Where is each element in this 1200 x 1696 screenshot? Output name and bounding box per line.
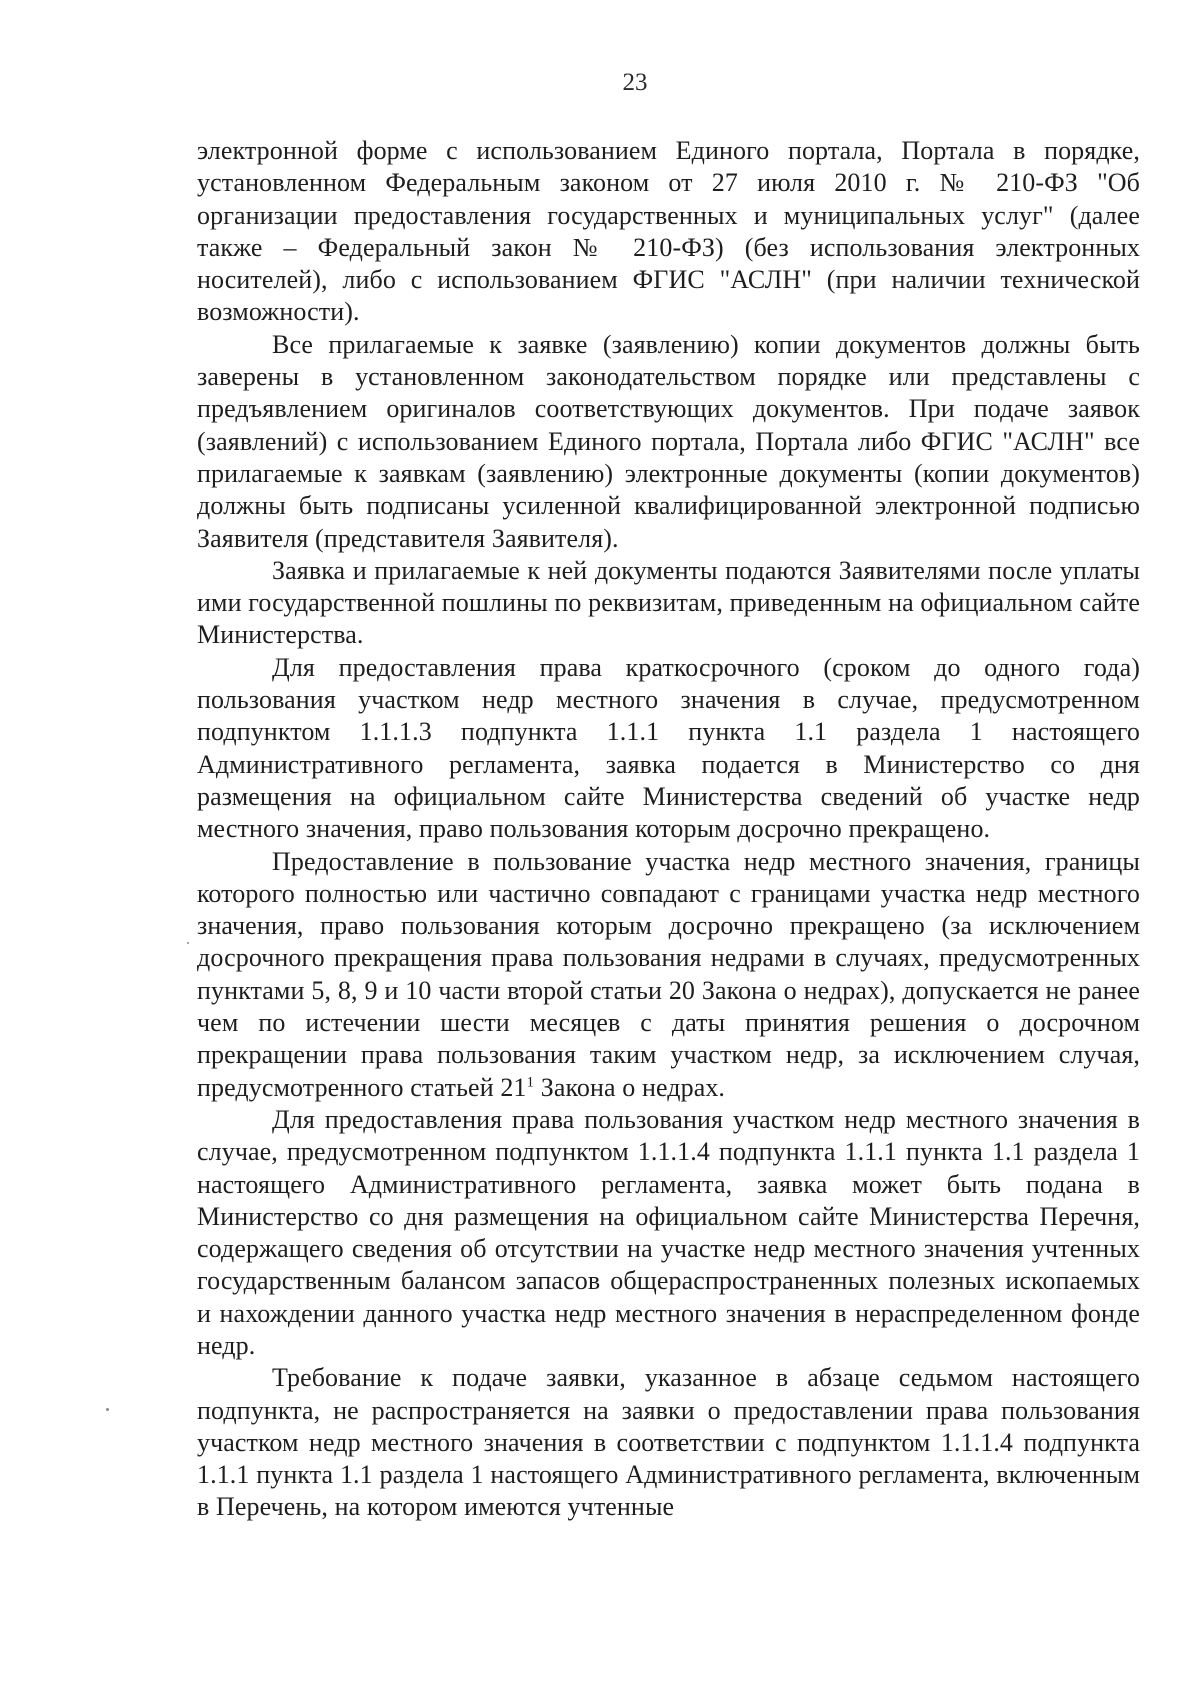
paragraph-early-termination-text: Предоставление в пользование участка недр местного значения, границы которого полностью или частично совпадают с границами участка недр местного значения, право пользования которым досрочно прекращено (за исключением досрочного прекращения права пользования недрами в случаях, предусмотренных пунктами 5, 8, 9 и 10 части второй статьи 20 Закона о недрах), допускается не ранее чем по истечении шести месяцев с даты принятия решения о досрочном прекращении права пользования таким участком недр, за исключением случая, предусмотренного статьей 21 [197, 846, 1140, 1102]
paragraph-list-publication: Для предоставления права пользования участком недр местного значения в случае, предусмотренном подпунктом 1.1.1.4 подпункта 1.1.1 пункта 1.1 раздела 1 настоящего Административного регламента, заявка может быть подана в Министерство со дня размещения на официальном сайте Министерства Перечня, содержащего сведения об отсутствии на участке недр местного значения учтенных государственным балансом запасов общераспространенных полезных ископаемых и нахождении данного участка недр местного значения в нераспределенном фонде недр. [197, 1104, 1140, 1360]
paragraph-short-term-right: Для предоставления права краткосрочного (сроком до одного года) пользования участком недр местного значения в случае, предусмотренном подпунктом 1.1.1.3 подпункта 1.1.1 пункта 1.1 раздела 1 настоящего Административного регламента, заявка подается в Министерство со дня размещения на официальном сайте Министерства сведений об участке недр местного значения, право пользования которым досрочно прекращено. [197, 652, 1140, 844]
paragraph-attached-copies: Все прилагаемые к заявке (заявлению) копии документов должны быть заверены в установленном законодательством порядке или представлены с предъявлением оригиналов соответствующих документов. При подаче заявок (заявлений) с использованием Единого портала, Портала либо ФГИС "АСЛН" все прилагаемые к заявкам (заявлению) электронные документы (копии документов) должны быть подписаны усиленной квалифицированной электронной подписью Заявителя (представителя Заявителя). [197, 329, 1140, 553]
paragraph-early-termination-tail: Закона о недрах. [534, 1072, 726, 1102]
paragraph-early-termination [197, 846, 1140, 1104]
scan-speck [106, 1408, 109, 1411]
document-body [197, 135, 1140, 1524]
article-superscript: 1 [526, 1073, 535, 1090]
scan-speck [187, 942, 189, 944]
page-number: 23 [622, 69, 648, 96]
paragraph-requirement-exception: Требование к подаче заявки, указанное в абзаце седьмом настоящего подпункта, не распространяется на заявки о предоставлении права пользования участком недр местного значения в соответствии с подпунктом 1.1.1.4 подпункта 1.1.1 пункта 1.1 раздела 1 настоящего Административного регламента, включенным в Перечень, на котором имеются учтенные [197, 1363, 1140, 1522]
paragraph-electronic-form: электронной форме с использованием Единого портала, Портала в порядке, установленном Федеральным законом от 27 июля 2010 г. № 210-ФЗ "Об организации предоставления государственных и муниципальных услуг" (далее также – Федеральный закон № 210-ФЗ) (без использования электронных носителей), либо с использованием ФГИС "АСЛН" (при наличии технической возможности). [197, 136, 1140, 327]
paragraph-state-duty: Заявка и прилагаемые к ней документы подаются Заявителями после уплаты ими государственной пошлины по реквизитам, приведенным на официальном сайте Министерства. [197, 555, 1140, 650]
